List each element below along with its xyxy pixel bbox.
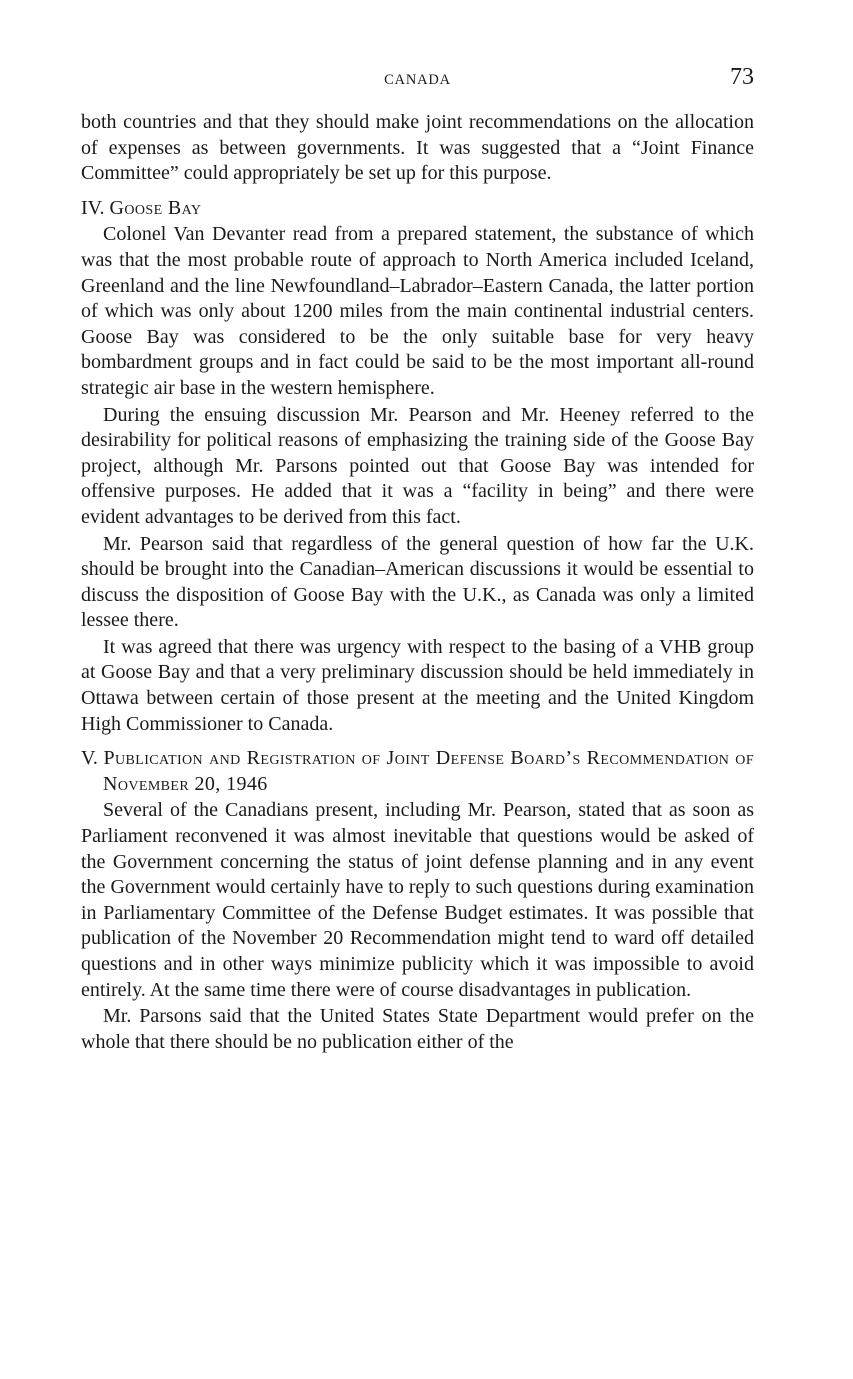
section-numeral-v: V. xyxy=(81,747,98,770)
section-heading-v xyxy=(81,746,754,797)
paragraph-parsons-state-department: Mr. Parsons said that the United States State Department would prefer on the whole that there should be no publication either of the xyxy=(81,1005,754,1053)
paragraph-pearson-uk: Mr. Pearson said that regardless of the general question of how far the U.K. should be brought into the Canadian–American discussions it would be essential to discuss the disposition of Goose Bay with the U.K., as Canada was only a limited lessee there. xyxy=(81,532,754,632)
paragraph-van-devanter: Colonel Van Devanter read from a prepared statement, the substance of which was that the most probable route of approach to North America included Iceland, Greenland and the line Newfoundland–Labrador–Eastern Canada, the latter portion of which was only about 1200 miles from the main continental industrial centers. Goose Bay was considered to be the only suitable base for very heavy bombardment groups and in fact could be said to be the most important all-round strategic air base in the western hemisphere. xyxy=(81,223,754,399)
page-header xyxy=(81,64,754,98)
section-numeral-iv: IV. xyxy=(81,196,105,219)
section-title-iv: Goose Bay xyxy=(109,196,202,219)
paragraph-urgency: It was agreed that there was urgency with respect to the basing of a VHB group at Goose Bay and that a very preliminary discussion should be held immediately in Ottawa between certain of those present at the meeting and the United Kingdom High Commissioner to Canada. xyxy=(81,635,754,735)
paragraph-canadians-present: Several of the Canadians present, including Mr. Pearson, stated that as soon as Parliament reconvened it was almost inevitable that questions would be asked of the Government concerning the status of joint defense planning and in any event the Government would certainly have to reply to such questions during examination in Parliamentary Committee of the Defense Budget estimates. It was possible that publication of the November 20 Recommendation might tend to ward off detailed questions and in other ways minimize publicity which it was impossible to avoid entirely. At the same time there were of course disadvantages in publication. xyxy=(81,799,754,1001)
section-heading-iv xyxy=(81,196,754,222)
running-head: CANADA xyxy=(384,72,451,88)
paragraph-ensuing-discussion: During the ensuing discussion Mr. Pearson and Mr. Heeney referred to the desirability for political reasons of emphasizing the training side of the Goose Bay project, although Mr. Parsons pointed out that Goose Bay was intended for offensive purposes. He added that it was a “facility in being” and there were evident advantages to be derived from this fact. xyxy=(81,403,754,528)
paragraph-continuation: both countries and that they should make joint recommendations on the allocation of expenses as between governments. It was suggested that a “Joint Finance Committee” could appropriately be set up for this purpose. xyxy=(81,111,754,185)
section-title-v: Publication and Registration of Joint Defense Board’s Recommendation of November 20, 1946 xyxy=(103,747,755,795)
document-page xyxy=(81,64,754,1055)
page-number: 73 xyxy=(730,64,754,90)
